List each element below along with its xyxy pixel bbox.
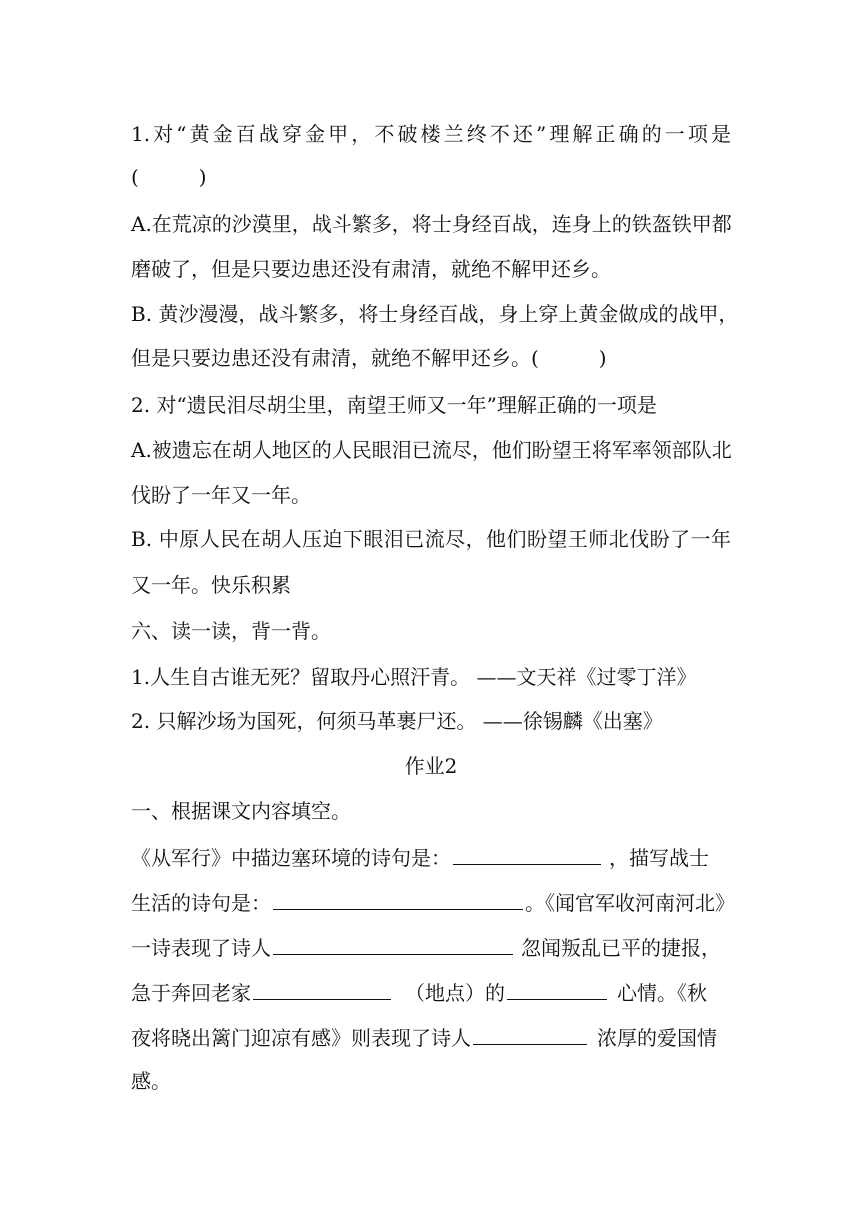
fill-text: 一诗表现了诗人 [131,936,271,960]
answer-blank[interactable] [273,932,513,955]
option-b2-line-1: B. 中原人民在胡人压迫下眼泪已流尽，他们盼望王师北伐盼了一年 [131,527,731,551]
option-a2-line-2: 伐盼了一年又一年。 [131,483,311,507]
fill-line-2 [131,887,735,917]
homework-2-title: 作业2 [404,754,458,778]
question-2-line: 2. 对“遗民泪尽胡尘里，南望王师又一年”理解正确的一项是 [131,393,657,417]
fill-line-4 [131,977,731,1007]
option-b2-line-2: 又一年。快乐积累 [131,573,291,597]
fill-text: 夜将晓出篱门迎凉有感》则表现了诗人 [131,1026,471,1050]
section-6-heading: 六、读一读，背一背。 [131,619,331,643]
answer-blank[interactable] [473,1022,587,1045]
fill-text: 《从军行》中描边塞环境的诗句是： [131,846,451,870]
answer-blank[interactable] [507,977,607,1000]
fill-text: 浓厚的爱国情 [597,1026,717,1050]
fill-line-3 [131,932,731,962]
poem-line-2: 2. 只解沙场为国死，何须马革裹尸还。 ——徐锡麟《出塞》 [131,709,663,733]
answer-blank[interactable] [253,977,391,1000]
option-a2-line-1: A.被遗忘在胡人地区的人民眼泪已流尽，他们盼望王将军率领部队北 [131,438,732,462]
fill-text: ，描写战士 [609,846,709,870]
fill-line-6: 感。 [131,1069,171,1093]
option-a-line-2: 磨破了，但是只要边患还没有肃清，就绝不解甲还乡。 [131,257,611,281]
fill-text: 忽闻叛乱已平的捷报， [521,936,721,960]
poem-line-1: 1.人生自古谁无死？留取丹心照汗青。 ——文天祥《过零丁洋》 [131,665,697,689]
fill-text: （地点）的 [405,981,505,1005]
question-1-line-1: 1.对“黄金百战穿金甲，不破楼兰终不还”理解正确的一项是 [131,122,731,146]
answer-blank[interactable] [453,842,601,865]
fill-line-1 [131,842,731,872]
fill-text: 生活的诗句是： [131,891,271,915]
fill-line-5 [131,1022,731,1052]
question-1-answer-paren: ( ) [131,165,207,189]
section-1-heading: 一、根据课文内容填空。 [131,799,351,823]
option-b-line-1: B. 黄沙漫漫，战斗繁多，将士身经百战，身上穿上黄金做成的战甲， [131,302,739,326]
fill-text: 心情。《秋 [617,981,707,1005]
fill-text: 。《闻官军收河南河北》 [525,891,735,915]
fill-text: 急于奔回老家 [131,981,251,1005]
answer-blank[interactable] [273,887,523,910]
option-a-line-1: A.在荒凉的沙漠里，战斗繁多，将士身经百战，连身上的铁盔铁甲都 [131,212,732,236]
option-b-line-2: 但是只要边患还没有肃清，就绝不解甲还乡。( ) [131,346,607,370]
